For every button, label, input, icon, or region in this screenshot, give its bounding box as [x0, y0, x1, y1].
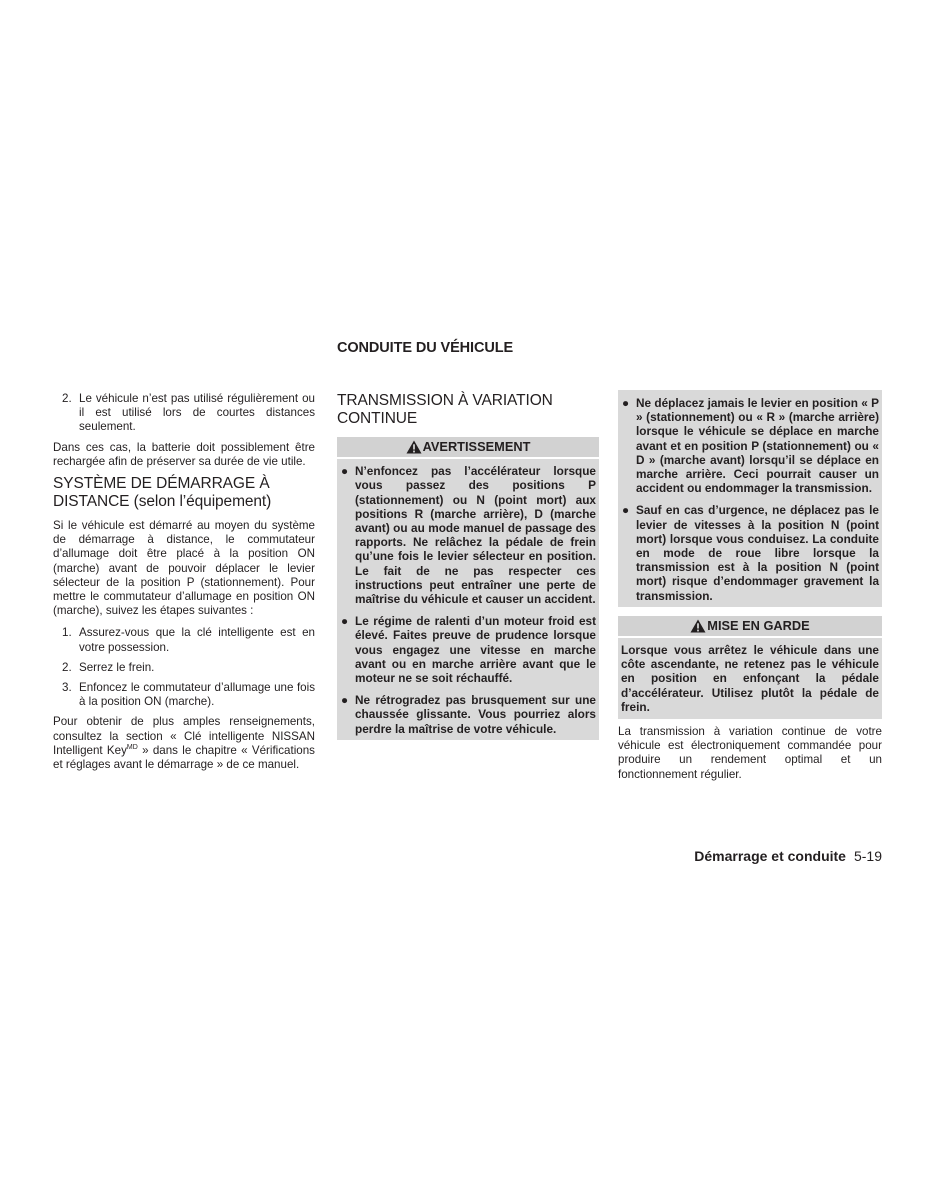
bullet-icon: ●: [622, 396, 630, 410]
list-item-number: 2.: [62, 392, 72, 405]
page-number: 5-19: [853, 848, 882, 864]
caution-box-text: Lorsque vous arrêtez le véhicule dans une côte ascendante, ne retenez pas le véhicule en position en enfonçant la pédale d’accélérateur. Utilisez plutôt la pédale de frein.: [621, 643, 879, 714]
list-item-text: Le véhicule n’est pas utilisé régulièrement ou il est utilisé lors de courtes distances seulement.: [79, 392, 315, 434]
warning-bullet: [340, 614, 596, 685]
warning-bullet-text: Ne rétrogradez pas brusquement sur une chaussée glissante. Vous pourriez alors perdre la maîtrise de votre véhicule.: [355, 693, 596, 736]
caution-box-title: [618, 616, 882, 638]
chapter-title: Démarrage et conduite: [694, 848, 846, 864]
warning-title-text: AVERTISSEMENT: [422, 439, 531, 454]
warning-bullet: [340, 464, 596, 606]
paragraph-cvt: La transmission à variation continue de votre véhicule est électroniquement commandée pour produire un rendement optimal et un fonctionnement régulier.: [618, 725, 882, 781]
step-number: 2.: [62, 660, 72, 674]
more-info-text-before: Pour obtenir de plus amples renseignements, consultez la section « Clé intelligente NISSAN Intelligent Key: [53, 715, 315, 757]
warning-box-body: [337, 459, 599, 740]
more-info-text-after: » dans le chapitre « Vérifications et réglages avant le démarrage » de ce manuel.: [53, 743, 315, 772]
warning-bullet-text: Sauf en cas d’urgence, ne déplacez pas le levier de vitesses à la position N (point mort) lorsque vous conduisez. La conduite en mode de roue libre lorsque la transmission est à la position N (point mort) risque d’endommager gravement la transmission.: [636, 503, 879, 603]
caution-box: [618, 616, 882, 719]
step-number: 1.: [62, 626, 72, 640]
warning-bullet: [340, 693, 596, 736]
paragraph-more-info: [53, 715, 315, 772]
warning-bullet: [621, 503, 879, 602]
spacer: [618, 607, 882, 616]
warning-bullet: [621, 396, 879, 495]
step-item: [53, 661, 315, 675]
warning-bullet-text: N’enfoncez pas l’accélérateur lorsque vous passez des positions P (stationnement) ou N (point mort) aux positions R (marche arrière), D (marche avant) ou au mode manuel de passage des rapports. Ne relâchez la pédale de frein qu’une fois le levier sélecteur en position. Le fait de ne pas respecter ces instructions peut entraîner une perte de maîtrise du véhicule et causer un accident.: [355, 464, 596, 607]
step-text: Assurez-vous que la clé intelligente est en votre possession.: [79, 626, 315, 654]
paragraph-battery: Dans ces cas, la batterie doit possiblement être rechargée afin de préserver sa durée de vie utile.: [53, 440, 315, 468]
page-footer: [660, 848, 882, 864]
step-text: Enfoncez le commutateur d’allumage une fois à la position ON (marche).: [79, 681, 315, 709]
section-title-cvt: TRANSMISSION À VARIATION CONTINUE: [337, 392, 553, 427]
warning-triangle-icon: [690, 619, 706, 633]
warning-bullet-text: Le régime de ralenti d’un moteur froid est élevé. Faites preuve de prudence lorsque vous engagez une vitesse en marche avant ou en marche arrière avant que le moteur ne se soit réchauffé.: [355, 614, 596, 686]
warning-box: [337, 437, 599, 740]
section-title-remote-start: SYSTÈME DE DÉMARRAGE À DISTANCE (selon l’équipement): [53, 475, 272, 510]
caution-title-text: MISE EN GARDE: [707, 617, 810, 633]
warning-box-continued: [618, 390, 882, 607]
bullet-icon: ●: [341, 614, 349, 629]
step-item: [53, 681, 315, 709]
right-column: [618, 390, 882, 788]
warning-bullet-text: Ne déplacez jamais le levier en position « P » (stationnement) ou « R » (marche arrière) lorsque le véhicule se déplace en marche avant et en position P (stationnement) ou « D » (marche avant) lorsqu’il se déplace en marche arrière. Ceci pourrait causer un accident ou endommager la transmission.: [636, 396, 879, 496]
trademark-superscript: MD: [126, 744, 138, 751]
list-item: [53, 392, 315, 435]
step-number: 3.: [62, 681, 72, 695]
middle-column: [337, 392, 599, 740]
step-text: Serrez le frein.: [79, 660, 155, 674]
page-header: CONDUITE DU VÉHICULE: [337, 340, 514, 356]
warning-box-continued-body: [618, 390, 882, 607]
bullet-icon: ●: [622, 503, 630, 518]
warning-triangle-icon: [406, 440, 422, 454]
left-column: [53, 392, 315, 778]
warning-box-title: [337, 437, 599, 459]
bullet-icon: ●: [341, 464, 349, 479]
step-item: [53, 626, 315, 654]
paragraph-remote-start-intro: Si le véhicule est démarré au moyen du système de démarrage à distance, le commutateur d’allumage doit être placé à la position ON (marche) avant de pouvoir déplacer le levier sélecteur de la position P (stationnement). Pour mettre le commutateur d’allumage en position ON (marche), suivez les étapes suivantes :: [53, 519, 315, 618]
bullet-icon: ●: [341, 693, 349, 708]
